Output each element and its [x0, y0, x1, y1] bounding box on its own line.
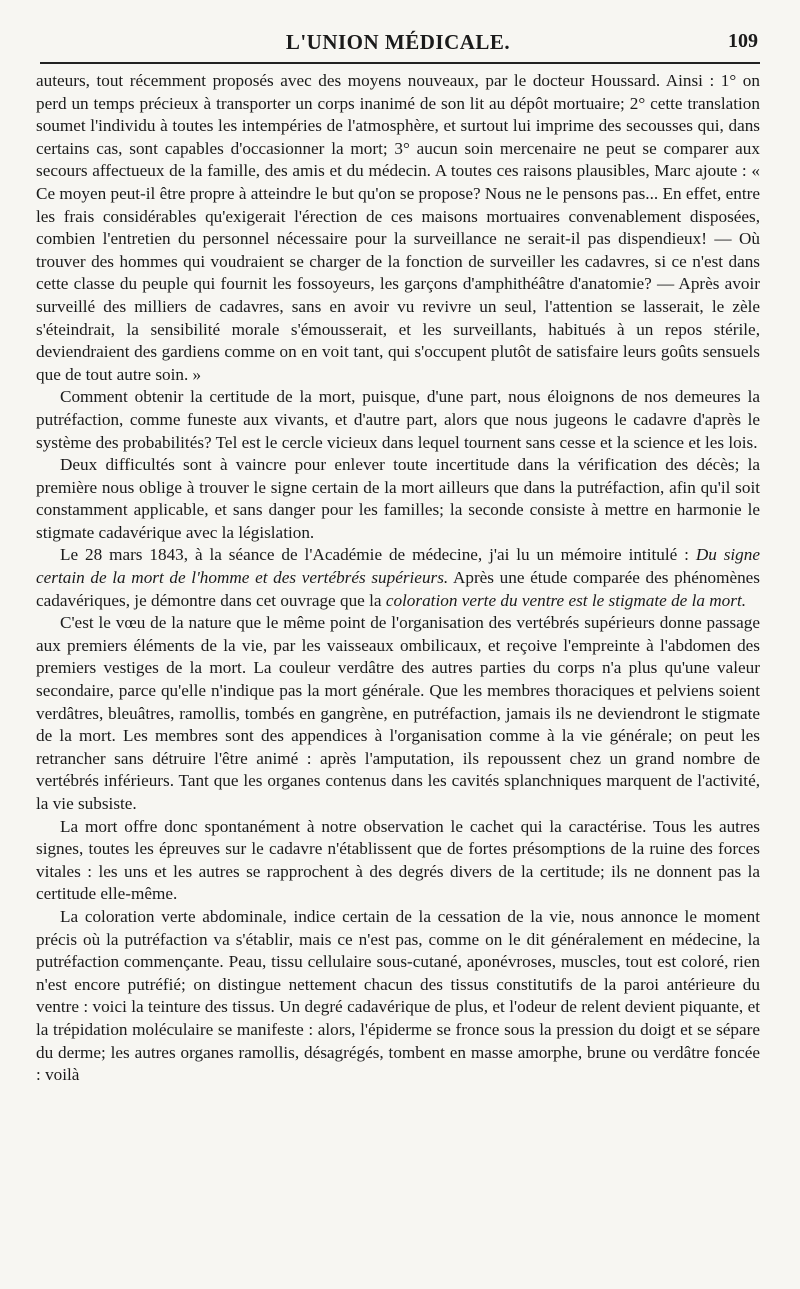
paragraph-text: Le 28 mars 1843, à la séance de l'Académie de médecine, j'ai lu un mémoire intitulé :: [60, 545, 696, 565]
paragraph: La coloration verte abdominale, indice certain de la cessation de la vie, nous annonce le moment précis où la putréfaction va s'établir, mais ce n'est pas, comme on le dit généralement en médecine, la putréfaction commençante. Peau, tissu cellulaire sous-cutané, aponévroses, muscles, tout est coloré, rien n'est encore putréfié; on distingue nettement chacun des tissus constitutifs de la paroi antérieure du ventre : voici la teinture des tissus. Un degré cadavérique de plus, et l'odeur de relent devient piquante, et la trépidation moléculaire se manifeste : alors, l'épiderme se fronce sous la pression du doigt et se sépare du derme; les autres organes ramollis, désagrégés, tombent en masse amorphe, brune ou verdâtre foncée : voilà: [36, 906, 760, 1085]
page-header: [36, 0, 760, 62]
paragraph-text: Après une étude comparée des phénomènes cadavériques, je démontre dans cet ouvrage que la: [36, 568, 760, 610]
body-text: [36, 70, 760, 1087]
paragraph: La mort offre donc spontanément à notre observation le cachet qui la caractérise. Tous les autres signes, toutes les épreuves sur le cadavre n'établissent que de fortes présomptions de la ruine des forces vitales : les uns et les autres se rapprochent à des degrés divers de la certitude; ils ne donnent pas la certitude elle-même.: [36, 816, 760, 904]
running-title: L'UNION MÉDICALE.: [285, 30, 511, 54]
paragraph: Comment obtenir la certitude de la mort, puisque, d'une part, nous éloignons de nos demeures la putréfaction, comme funeste aux vivants, et d'autre part, alors que nous jugeons le cadavre d'après le système des probabilités? Tel est le cercle vicieux dans lequel tournent sans cesse et la science et les lois.: [36, 387, 760, 452]
page-number: 109: [728, 30, 758, 52]
paragraph: auteurs, tout récemment proposés avec des moyens nouveaux, par le docteur Houssard. Ainsi : 1° on perd un temps précieux à transporter un corps inanimé de son lit au dépôt mortuaire; 2° cette translation soumet l'individu à toutes les intempéries de l'atmosphère, et surtout lui imprime des secousses qui, dans certains cas, sont capables d'occasionner la mort; 3° aucun soin mercenaire ne peut se comparer aux secours affectueux de la famille, des amis et du médecin. A toutes ces raisons plausibles, Marc ajoute : « Ce moyen peut-il être propre à atteindre le but qu'on se propose? Nous ne le pensons pas... En effet, entre les frais considérables qu'exigerait l'érection de ces maisons mortuaires convenablement disposées, combien l'entretien du personnel nécessaire pour la surveillance ne serait-il pas dispendieux! — Où trouver des hommes qui voudraient se charger de la fonction de surveiller les cadavres, si ce n'est dans cette classe du peuple qui fournit les fossoyeurs, les garçons d'amphithéâtre d'anatomie? — Après avoir surveillé des milliers de cadavres, sans en avoir vu revivre un seul, l'attention se lasserait, le zèle s'éteindrait, la sensibilité morale s'émousserait, et les surveillants, habitués à un repos stérile, deviendraient des gardiens comme on en voit tant, qui s'occupent plutôt de satisfaire leurs goûts sensuels que de tout autre soin. »: [36, 71, 760, 384]
header-rule: [40, 62, 760, 64]
memoir-title: Du signe certain de la mort de l'homme et des vertébrés supérieurs.: [36, 545, 760, 588]
key-statement: coloration verte du ventre est le stigmate de la mort.: [385, 590, 747, 610]
paragraph: C'est le vœu de la nature que le même point de l'organisation des vertébrés supérieurs donne passage aux premiers éléments de la vie, par les vaisseaux ombilicaux, et reçoive l'empreinte à l'abdomen des premiers vestiges de la mort. La couleur verdâtre des autres parties du corps n'a plus qu'une valeur secondaire, parce qu'elle n'indique pas la mort générale. Que les membres thoraciques et pelviens soient verdâtres, bleuâtres, ramollis, tombés en gangrène, en putréfaction, jamais ils ne deviendront le stigmate de la mort. Les membres sont des appendices à l'organisation comme à la vie générale; on peut les retrancher sans détruire l'être animé : après l'amputation, ils repoussent chez un grand nombre de vertébrés inférieurs. Tant que les organes contenus dans les cavités splanchniques marquent de l'activité, la vie subsiste.: [36, 613, 760, 813]
paragraph: [36, 544, 760, 612]
paragraph: Deux difficultés sont à vaincre pour enlever toute incertitude dans la vérification des décès; la première nous oblige à trouver le signe certain de la mort ailleurs que dans la putréfaction, afin qu'il soit constamment applicable, et sans danger pour les familles; la seconde consiste à mettre en harmonie le stigmate cadavérique avec la législation.: [36, 455, 760, 542]
